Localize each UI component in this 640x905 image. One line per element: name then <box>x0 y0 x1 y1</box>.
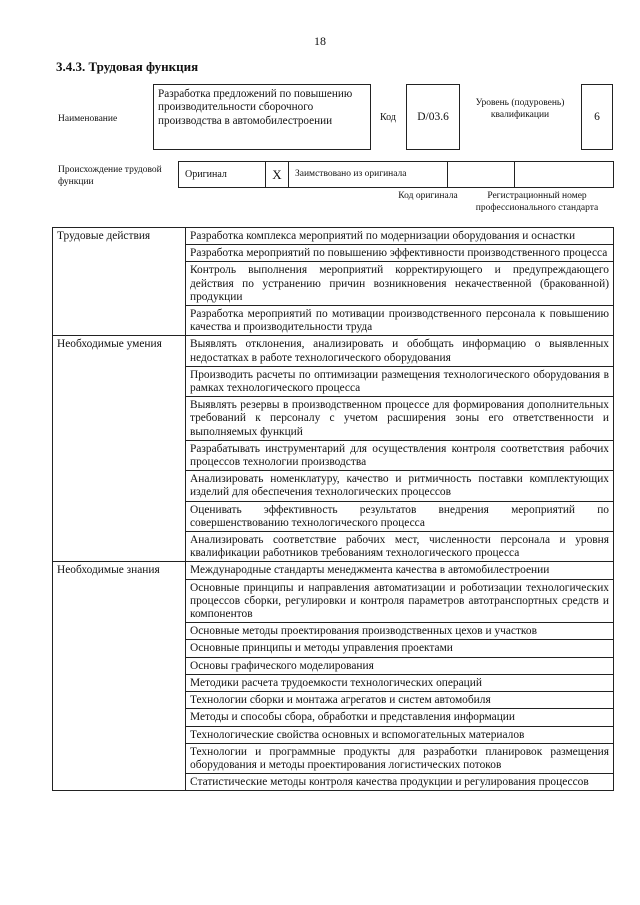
name-value: Разработка предложений по повышению производительности сборочного производства в автомобилестроении <box>153 84 371 150</box>
section-item: Основные принципы и методы управления проектами <box>186 640 614 657</box>
section-item: Основные принципы и направления автоматизации и роботизации технологических процессов сборки, регулировки и контроля параметров автотранспортных средств и компонентов <box>186 579 614 623</box>
section-item: Анализировать номенклатуру, качество и ритмичность поставки комплектующих изделий для обеспечения технологических процессов <box>186 471 614 501</box>
name-label: Наименование <box>58 114 118 124</box>
origin-borrowed-label: Заимствовано из оригинала <box>289 162 448 188</box>
origin-original-cell <box>179 162 266 188</box>
code-value: D/03.6 <box>406 84 460 150</box>
section-item: Технологические свойства основных и вспомогательных материалов <box>186 726 614 743</box>
section-item: Методики расчета трудоемкости технологических операций <box>186 674 614 691</box>
section-item: Технологии сборки и монтажа агрегатов и систем автомобиля <box>186 692 614 709</box>
section-item: Разрабатывать инструментарий для осуществления контроля соответствия рабочих процессов технологии производства <box>186 440 614 470</box>
section-title: Трудовые действия <box>53 228 186 336</box>
level-label: Уровень (подуровень) квалификации <box>475 98 565 120</box>
section-item: Статистические методы контроля качества продукции и регулирования процессов <box>186 774 614 791</box>
table-row <box>53 336 614 366</box>
origin-code-cell <box>448 162 515 188</box>
section-item: Международные стандарты менеджмента качества в автомобилестроении <box>186 562 614 579</box>
section-item: Основные методы проектирования производственных цехов и участков <box>186 623 614 640</box>
section-item: Оценивать эффективность результатов внедрения мероприятий по совершенствованию технологического процесса <box>186 501 614 531</box>
section-title: Необходимые знания <box>53 562 186 791</box>
section-item: Разработка мероприятий по мотивации производственного персонала к повышению качества и производительности труда <box>186 306 614 336</box>
table-row <box>53 562 614 579</box>
section-item: Контроль выполнения мероприятий корректирующего и предупреждающего действия по устранению причин возникновения некачественной (бракованной) продукции <box>186 262 614 306</box>
origin-reg-cell <box>515 162 614 188</box>
section-item: Технологии и программные продукты для разработки планировок размещения оборудования и методы проектирования логистических потоков <box>186 743 614 773</box>
section-item: Разработка комплекса мероприятий по модернизации оборудования и оснастки <box>186 228 614 245</box>
page-number: 18 <box>314 34 326 48</box>
section-item: Разработка мероприятий по повышению эффективности производственного процесса <box>186 245 614 262</box>
section-heading: 3.4.3. Трудовая функция <box>56 59 199 74</box>
origin-original-label: Оригинал <box>185 169 227 180</box>
code-label: Код <box>380 112 396 123</box>
origin-table <box>178 161 614 188</box>
section-item: Выявлять резервы в производственном процессе для формирования дополнительных требований к персоналу с учетом расширения зоны его ответственности и выполняемых функций <box>186 397 614 441</box>
origin-label: Происхождение трудовой функции <box>58 165 162 187</box>
section-item: Основы графического моделирования <box>186 657 614 674</box>
section-item: Методы и способы сбора, обработки и представления информации <box>186 709 614 726</box>
function-table <box>52 227 614 791</box>
section-item: Выявлять отклонения, анализировать и обобщать информацию о выявленных недостатках в работе технологического оборудования <box>186 336 614 366</box>
section-item: Производить расчеты по оптимизации размещения технологического оборудования в рамках технологического процесса <box>186 366 614 396</box>
section-title: Необходимые умения <box>53 336 186 562</box>
table-row <box>53 228 614 245</box>
code-original-label: Код оригинала <box>398 191 458 201</box>
reg-number-label: Регистрационный номер профессионального стандарта <box>475 191 599 213</box>
section-item: Анализировать соответствие рабочих мест, численности персонала и уровня квалификации работников требованиям технологического процесса <box>186 532 614 562</box>
origin-mark: X <box>266 162 289 188</box>
level-value: 6 <box>581 84 613 150</box>
